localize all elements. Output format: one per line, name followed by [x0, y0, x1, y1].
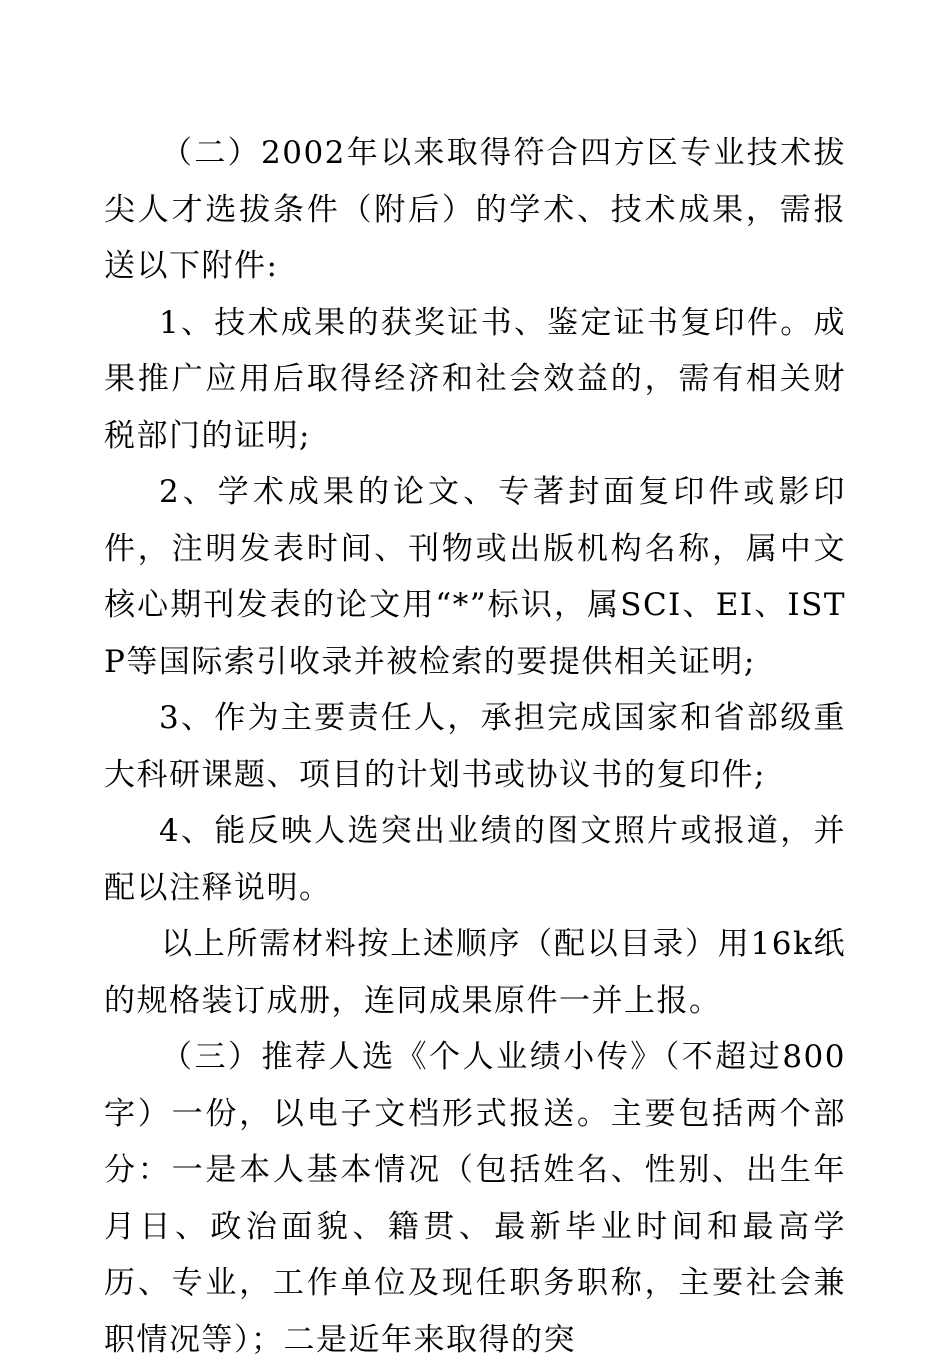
paragraph-section-three: （三）推荐人选《个人业绩小传》（不超过800字）一份，以电子文档形式报送。主要包括两个部分：一是本人基本情况（包括姓名、性别、出生年月日、政治面貌、籍贯、最新毕业时间和最高学历、专业，工作单位及现任职务职称，主要社会兼职情况等）；二是近年来取得的突	[104, 1039, 846, 1358]
paragraph-binding-note: 以上所需材料按上述顺序（配以目录）用16k纸的规格装订成册，连同成果原件一并上报。	[104, 926, 846, 1019]
paragraph-item-4: 4、能反映人选突出业绩的图文照片或报道，并配以注释说明。	[104, 813, 846, 906]
paragraph-item-3: 3、作为主要责任人，承担完成国家和省部级重大科研课题、项目的计划书或协议书的复印件;	[104, 700, 846, 793]
document-page	[104, 125, 846, 1368]
paragraph-item-1: 1、技术成果的获奖证书、鉴定证书复印件。成果推广应用后取得经济和社会效益的，需有相关财税部门的证明;	[104, 304, 846, 454]
paragraph-section-two: （二）2002年以来取得符合四方区专业技术拔尖人才选拔条件（附后）的学术、技术成果，需报送以下附件:	[104, 135, 846, 284]
paragraph-item-2: 2、学术成果的论文、专著封面复印件或影印件，注明发表时间、刊物或出版机构名称，属中文核心期刊发表的论文用“*”标识，属SCI、EI、ISTP等国际索引收录并被检索的要提供相关证明;	[104, 474, 846, 680]
